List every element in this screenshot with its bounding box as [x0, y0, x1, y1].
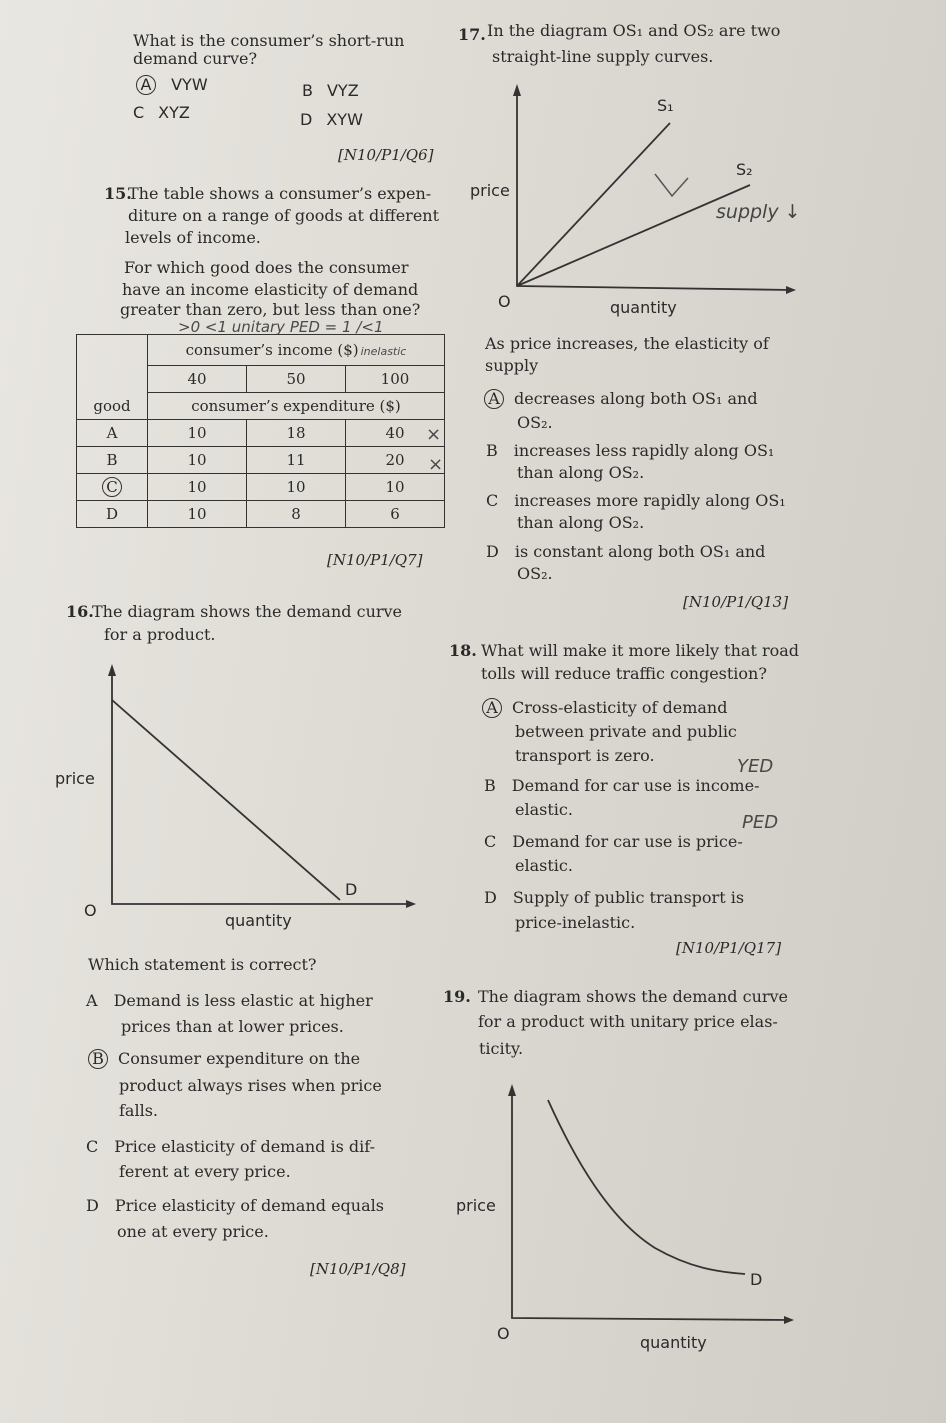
- circled-answer-b: B: [88, 1049, 108, 1069]
- q17-option-c-line2: than along OS₂.: [517, 513, 645, 532]
- q18-option-d: D Supply of public transport is: [484, 888, 745, 907]
- q14-stem-line2: demand curve?: [133, 49, 258, 68]
- circled-answer-c: C: [102, 477, 122, 497]
- circled-answer-a: A: [482, 698, 502, 718]
- s1-label: S₁: [657, 96, 674, 115]
- row-a-cross-mark: ×: [426, 424, 442, 445]
- income-expenditure-table: [76, 334, 445, 528]
- table-row: A 10 18 40: [77, 420, 445, 447]
- q17-option-d: D is constant along both OS₁ and: [486, 542, 766, 561]
- q19-stem-line2: for a product with unitary price elas-: [478, 1012, 778, 1031]
- income-col-2: 50: [247, 366, 346, 393]
- q18-option-c-line2: elastic.: [515, 856, 573, 875]
- q17-x-arrow: [786, 286, 796, 294]
- q17-option-a: A decreases along both OS₁ and: [484, 388, 758, 410]
- q17-y-arrow: [513, 84, 521, 96]
- q14-option-a: A VYW: [136, 74, 208, 96]
- q18-option-a-line3: transport is zero.: [515, 746, 655, 765]
- q18-option-c: C Demand for car use is price-: [484, 832, 743, 851]
- q18-number: 18.: [449, 641, 477, 660]
- q17-stem-line1: In the diagram OS₁ and OS₂ are two: [487, 21, 781, 40]
- q19-number: 19.: [443, 987, 471, 1006]
- q16-question: Which statement is correct?: [88, 955, 317, 974]
- q15-stem-line3: levels of income.: [125, 228, 261, 247]
- q16-x-arrow: [406, 900, 416, 908]
- q17-origin-label: O: [498, 292, 511, 311]
- q16-option-b-line2: product always rises when price: [119, 1076, 382, 1095]
- q16-option-c-line2: ferent at every price.: [119, 1162, 291, 1181]
- q15-stem-line1: The table shows a consumer’s expen-: [128, 184, 432, 203]
- q16-origin-label: O: [84, 901, 97, 920]
- circled-answer-a: A: [136, 75, 156, 95]
- q17-axes: [517, 92, 792, 290]
- q19-stem-line3: ticity.: [479, 1039, 524, 1058]
- q16-option-a-line2: prices than at lower prices.: [121, 1017, 344, 1036]
- q17-handwritten-note: supply ↓: [716, 201, 801, 223]
- q14-stem-line1: What is the consumer’s short-run: [133, 31, 405, 50]
- q16-stem-line1: The diagram shows the demand curve: [92, 602, 403, 621]
- q17-number: 17.: [458, 25, 486, 44]
- q17-question-line1: As price increases, the elasticity of: [485, 334, 769, 353]
- q15-handwritten-note: >0 <1 unitary PED = 1 /<1: [178, 318, 384, 336]
- circled-answer-a: A: [484, 389, 504, 409]
- q16-option-a: A Demand is less elastic at higher: [86, 991, 373, 1010]
- q18-option-a: A Cross-elasticity of demand: [482, 697, 727, 719]
- q19-y-axis-label: price: [456, 1196, 496, 1215]
- q17-option-b-line2: than along OS₂.: [517, 463, 645, 482]
- handwritten-down-arrow: [655, 174, 688, 196]
- q16-axes: [112, 672, 412, 904]
- q17-option-a-line2: OS₂.: [517, 413, 553, 432]
- s2-label: S₂: [736, 160, 753, 179]
- q14-option-c: C XYZ: [133, 103, 190, 122]
- q15-stem-line2: diture on a range of goods at different: [128, 206, 440, 225]
- q17-question-line2: supply: [485, 356, 539, 375]
- q16-option-d-line2: one at every price.: [117, 1222, 269, 1241]
- q16-option-b-line3: falls.: [119, 1101, 158, 1120]
- q17-stem-line2: straight-line supply curves.: [492, 47, 714, 66]
- q18-option-d-line2: price-inelastic.: [515, 913, 636, 932]
- q16-reference: [N10/P1/Q8]: [310, 1260, 406, 1278]
- q18-option-b-line2: elastic.: [515, 800, 573, 819]
- q15-number: 15.: [104, 184, 132, 203]
- good-header: good: [77, 393, 148, 420]
- q17-option-b: B increases less rapidly along OS₁: [486, 441, 775, 460]
- q19-axes: [512, 1092, 790, 1320]
- table-row: D 10 8 6: [77, 501, 445, 528]
- q17-option-d-line2: OS₂.: [517, 564, 553, 583]
- q18-reference: [N10/P1/Q17]: [676, 939, 782, 957]
- q16-demand-line: [112, 700, 340, 900]
- expenditure-header: consumer’s expenditure ($): [148, 393, 445, 420]
- q17-option-c: C increases more rapidly along OS₁: [486, 491, 786, 510]
- q15-question-line2: have an income elasticity of demand: [122, 280, 419, 299]
- q16-y-arrow: [108, 664, 116, 676]
- handwritten-yed: YED: [737, 756, 774, 777]
- income-header: consumer’s income ($) inelastic: [148, 335, 445, 366]
- q19-y-arrow: [508, 1084, 516, 1096]
- q16-option-b: B Consumer expenditure on the: [88, 1048, 360, 1070]
- q17-x-axis-label: quantity: [610, 298, 677, 317]
- q16-number: 16.: [66, 602, 94, 621]
- s1-supply-line: [517, 123, 670, 286]
- income-col-3: 100: [346, 366, 445, 393]
- q16-option-d: D Price elasticity of demand equals: [86, 1196, 384, 1215]
- q19-stem-line1: The diagram shows the demand curve: [478, 987, 789, 1006]
- q16-option-c: C Price elasticity of demand is dif-: [86, 1137, 376, 1156]
- table-row: B 10 11 20: [77, 447, 445, 474]
- q16-stem-line2: for a product.: [104, 625, 216, 644]
- q14-option-d: D XYW: [300, 110, 363, 129]
- q16-y-axis-label: price: [55, 769, 95, 788]
- q19-x-arrow: [784, 1316, 794, 1324]
- q17-reference: [N10/P1/Q13]: [683, 593, 789, 611]
- handwritten-ped: PED: [742, 812, 779, 833]
- q18-stem-line2: tolls will reduce traffic congestion?: [481, 664, 767, 683]
- q18-option-b: B Demand for car use is income-: [484, 776, 760, 795]
- q19-x-axis-label: quantity: [640, 1333, 707, 1352]
- q18-option-a-line2: between private and public: [515, 722, 737, 741]
- income-col-1: 40: [148, 366, 247, 393]
- s2-supply-line: [517, 185, 750, 286]
- q18-stem-line1: What will make it more likely that road: [481, 641, 800, 660]
- q19-demand-curve: [548, 1100, 745, 1274]
- q19-curve-label: D: [750, 1270, 763, 1289]
- row-b-cross-mark: ×: [428, 454, 444, 475]
- q16-curve-label: D: [345, 880, 358, 899]
- q16-x-axis-label: quantity: [225, 911, 292, 930]
- q15-question-line3: greater than zero, but less than one?: [120, 300, 421, 319]
- q14-reference: [N10/P1/Q6]: [338, 146, 434, 164]
- table-row: C 10 10 10: [77, 474, 445, 501]
- q14-option-b: B VYZ: [302, 81, 359, 100]
- q19-origin-label: O: [497, 1324, 510, 1343]
- q17-y-axis-label: price: [470, 181, 510, 200]
- q15-reference: [N10/P1/Q7]: [327, 551, 423, 569]
- q15-question-line1: For which good does the consumer: [124, 258, 409, 277]
